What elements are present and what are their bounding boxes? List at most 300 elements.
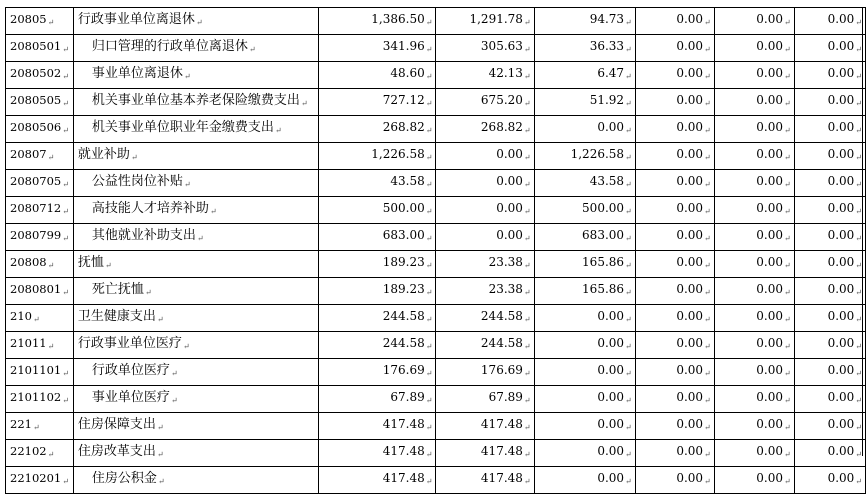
amount-cell bbox=[318, 251, 436, 278]
item-name-cell bbox=[73, 116, 318, 143]
amount-cell bbox=[436, 386, 534, 413]
amount-cell-text: 0.00 bbox=[827, 12, 855, 26]
amount-cell bbox=[794, 359, 865, 386]
amount-cell-text: 0.00 bbox=[827, 228, 855, 242]
code-cell bbox=[6, 386, 74, 413]
amount-cell-text: 0.00 bbox=[827, 93, 855, 107]
amount-cell-text: 0.00 bbox=[827, 174, 855, 188]
table-row bbox=[6, 305, 866, 332]
item-name-cell-text: 机关事业单位职业年金缴费支出 bbox=[91, 120, 274, 135]
item-name-cell-text: 行政事业单位离退休 bbox=[77, 12, 195, 27]
amount-cell-text: 1,226.58 bbox=[570, 147, 625, 161]
table-row bbox=[6, 440, 866, 467]
cell-end-marker: ↵ bbox=[625, 261, 632, 270]
cell-end-marker: ↵ bbox=[62, 369, 69, 378]
amount-cell bbox=[635, 305, 714, 332]
amount-cell bbox=[318, 278, 436, 305]
cell-end-marker: ↵ bbox=[523, 288, 531, 297]
cell-end-marker: ↵ bbox=[855, 261, 862, 270]
item-name-cell-text: 就业补助 bbox=[77, 147, 130, 162]
amount-cell-text: 0.00 bbox=[676, 444, 704, 458]
amount-cell-text: 417.48 bbox=[480, 471, 523, 485]
cell-end-marker: ↵ bbox=[625, 126, 632, 135]
amount-cell bbox=[318, 170, 436, 197]
cell-end-marker: ↵ bbox=[425, 234, 433, 243]
amount-cell bbox=[794, 62, 865, 89]
item-name-cell-text: 其他就业补助支出 bbox=[91, 228, 196, 243]
cell-end-marker: ↵ bbox=[784, 126, 791, 135]
cell-end-marker: ↵ bbox=[855, 153, 862, 162]
item-name-cell bbox=[73, 278, 318, 305]
cell-end-marker: ↵ bbox=[425, 153, 433, 162]
item-name-cell-text: 卫生健康支出 bbox=[77, 309, 156, 324]
amount-cell bbox=[794, 332, 865, 359]
amount-cell-text: 0.00 bbox=[597, 471, 625, 485]
cell-end-marker: ↵ bbox=[62, 477, 69, 486]
amount-cell bbox=[794, 413, 865, 440]
amount-cell bbox=[534, 143, 635, 170]
amount-cell-text: 244.58 bbox=[382, 336, 425, 350]
cell-end-marker: ↵ bbox=[784, 342, 791, 351]
cell-end-marker: ↵ bbox=[704, 72, 711, 81]
amount-cell bbox=[318, 197, 436, 224]
cell-end-marker: ↵ bbox=[704, 153, 711, 162]
cell-end-marker: ↵ bbox=[523, 72, 531, 81]
amount-cell bbox=[534, 278, 635, 305]
amount-cell-text: 0.00 bbox=[676, 39, 704, 53]
amount-cell bbox=[534, 332, 635, 359]
amount-cell-text: 417.48 bbox=[480, 444, 523, 458]
amount-cell-text: 0.00 bbox=[827, 39, 855, 53]
cell-end-marker: ↵ bbox=[855, 315, 862, 324]
cell-end-marker: ↵ bbox=[625, 234, 632, 243]
amount-cell-text: 0.00 bbox=[597, 309, 625, 323]
amount-cell-text: 0.00 bbox=[827, 336, 855, 350]
table-row bbox=[6, 251, 866, 278]
amount-cell bbox=[714, 305, 794, 332]
cell-end-marker: ↵ bbox=[104, 261, 112, 270]
amount-cell bbox=[794, 143, 865, 170]
cell-end-marker: ↵ bbox=[523, 45, 531, 54]
cell-end-marker: ↵ bbox=[704, 477, 711, 486]
cell-end-marker: ↵ bbox=[855, 423, 862, 432]
amount-cell-text: 67.89 bbox=[488, 390, 523, 404]
item-name-cell bbox=[73, 8, 318, 35]
cell-end-marker: ↵ bbox=[425, 423, 433, 432]
amount-cell-text: 0.00 bbox=[676, 255, 704, 269]
item-name-cell bbox=[73, 413, 318, 440]
item-name-cell bbox=[73, 89, 318, 116]
cell-end-marker: ↵ bbox=[248, 45, 256, 54]
cell-end-marker: ↵ bbox=[625, 369, 632, 378]
cell-end-marker: ↵ bbox=[32, 315, 40, 324]
item-name-cell bbox=[73, 332, 318, 359]
cell-end-marker: ↵ bbox=[156, 450, 164, 459]
amount-cell-text: 244.58 bbox=[480, 336, 523, 350]
amount-cell-text: 0.00 bbox=[756, 93, 784, 107]
amount-cell-text: 0.00 bbox=[676, 147, 704, 161]
cell-end-marker: ↵ bbox=[47, 450, 55, 459]
cell-end-marker: ↵ bbox=[62, 234, 69, 243]
cell-end-marker: ↵ bbox=[62, 126, 69, 135]
cell-end-marker: ↵ bbox=[425, 126, 433, 135]
cell-end-marker: ↵ bbox=[704, 234, 711, 243]
amount-cell-text: 0.00 bbox=[827, 120, 855, 134]
amount-cell-text: 0.00 bbox=[676, 201, 704, 215]
code-cell bbox=[6, 251, 74, 278]
amount-cell-text: 51.92 bbox=[589, 93, 625, 107]
cell-end-marker: ↵ bbox=[425, 477, 433, 486]
amount-cell-text: 0.00 bbox=[597, 390, 625, 404]
amount-cell bbox=[794, 35, 865, 62]
code-cell bbox=[6, 116, 74, 143]
amount-cell bbox=[714, 170, 794, 197]
code-cell-text: 221 bbox=[10, 417, 32, 431]
code-cell-text: 2101102 bbox=[10, 390, 62, 404]
amount-cell bbox=[318, 413, 436, 440]
cell-end-marker: ↵ bbox=[157, 477, 165, 486]
cell-end-marker: ↵ bbox=[855, 288, 862, 297]
code-cell-text: 22102 bbox=[10, 444, 47, 458]
cell-end-marker: ↵ bbox=[425, 45, 433, 54]
amount-cell-text: 0.00 bbox=[676, 390, 704, 404]
code-cell-text: 2080705 bbox=[10, 174, 62, 188]
amount-cell-text: 0.00 bbox=[756, 12, 784, 26]
amount-cell bbox=[534, 197, 635, 224]
cell-end-marker: ↵ bbox=[47, 153, 55, 162]
amount-cell-text: 0.00 bbox=[756, 201, 784, 215]
amount-cell-text: 500.00 bbox=[382, 201, 425, 215]
cell-end-marker: ↵ bbox=[183, 180, 191, 189]
code-cell bbox=[6, 332, 74, 359]
item-name-cell-text: 死亡抚恤 bbox=[91, 282, 144, 297]
amount-cell bbox=[714, 197, 794, 224]
cell-end-marker: ↵ bbox=[855, 234, 862, 243]
cell-end-marker: ↵ bbox=[784, 477, 791, 486]
cell-end-marker: ↵ bbox=[704, 207, 711, 216]
amount-cell-text: 0.00 bbox=[676, 417, 704, 431]
cell-end-marker: ↵ bbox=[625, 207, 632, 216]
amount-cell-text: 0.00 bbox=[756, 228, 784, 242]
amount-cell-text: 0.00 bbox=[676, 471, 704, 485]
amount-cell bbox=[436, 224, 534, 251]
amount-cell bbox=[534, 467, 635, 494]
amount-cell-text: 244.58 bbox=[382, 309, 425, 323]
cell-end-marker: ↵ bbox=[62, 99, 69, 108]
item-name-cell bbox=[73, 305, 318, 332]
amount-cell bbox=[318, 440, 436, 467]
cell-end-marker: ↵ bbox=[855, 126, 862, 135]
cell-end-marker: ↵ bbox=[704, 180, 711, 189]
amount-cell bbox=[534, 8, 635, 35]
cell-end-marker: ↵ bbox=[784, 369, 791, 378]
amount-cell bbox=[534, 251, 635, 278]
cell-end-marker: ↵ bbox=[784, 315, 791, 324]
amount-cell bbox=[534, 224, 635, 251]
item-name-cell-text: 高技能人才培养补助 bbox=[91, 201, 209, 216]
code-cell bbox=[6, 359, 74, 386]
table-row bbox=[6, 224, 866, 251]
code-cell-text: 210 bbox=[10, 309, 32, 323]
amount-cell-text: 43.58 bbox=[390, 174, 425, 188]
cell-end-marker: ↵ bbox=[425, 450, 433, 459]
cell-end-marker: ↵ bbox=[784, 153, 791, 162]
amount-cell-text: 500.00 bbox=[582, 201, 625, 215]
amount-cell bbox=[714, 116, 794, 143]
cell-end-marker: ↵ bbox=[523, 18, 531, 27]
cell-end-marker: ↵ bbox=[62, 396, 69, 405]
cell-end-marker: ↵ bbox=[625, 450, 632, 459]
item-name-cell bbox=[73, 62, 318, 89]
cell-end-marker: ↵ bbox=[523, 234, 531, 243]
cell-end-marker: ↵ bbox=[784, 99, 791, 108]
amount-cell-text: 0.00 bbox=[676, 174, 704, 188]
table-row bbox=[6, 413, 866, 440]
amount-cell-text: 6.47 bbox=[597, 66, 625, 80]
code-cell-text: 2101101 bbox=[10, 363, 62, 377]
amount-cell-text: 0.00 bbox=[756, 39, 784, 53]
cell-end-marker: ↵ bbox=[625, 423, 632, 432]
amount-cell bbox=[318, 8, 436, 35]
cell-end-marker: ↵ bbox=[784, 18, 791, 27]
code-cell-text: 2080505 bbox=[10, 93, 62, 107]
cell-end-marker: ↵ bbox=[855, 396, 862, 405]
budget-table bbox=[5, 7, 866, 494]
amount-cell bbox=[534, 386, 635, 413]
amount-cell-text: 23.38 bbox=[488, 282, 523, 296]
code-cell bbox=[6, 170, 74, 197]
amount-cell-text: 0.00 bbox=[756, 120, 784, 134]
table-row bbox=[6, 170, 866, 197]
item-name-cell bbox=[73, 35, 318, 62]
cell-end-marker: ↵ bbox=[855, 45, 862, 54]
amount-cell bbox=[436, 413, 534, 440]
amount-cell bbox=[436, 440, 534, 467]
amount-cell-text: 0.00 bbox=[597, 417, 625, 431]
cell-end-marker: ↵ bbox=[855, 180, 862, 189]
cell-end-marker: ↵ bbox=[523, 99, 531, 108]
amount-cell-text: 0.00 bbox=[676, 228, 704, 242]
item-name-cell-text: 机关事业单位基本养老保险缴费支出 bbox=[91, 93, 300, 108]
table-row bbox=[6, 332, 866, 359]
amount-cell bbox=[714, 386, 794, 413]
cell-end-marker: ↵ bbox=[704, 288, 711, 297]
amount-cell bbox=[714, 278, 794, 305]
amount-cell bbox=[635, 251, 714, 278]
amount-cell bbox=[534, 359, 635, 386]
amount-cell bbox=[794, 440, 865, 467]
cell-end-marker: ↵ bbox=[425, 99, 433, 108]
amount-cell-text: 94.73 bbox=[589, 12, 625, 26]
amount-cell-text: 0.00 bbox=[597, 363, 625, 377]
amount-cell bbox=[436, 35, 534, 62]
cell-end-marker: ↵ bbox=[425, 180, 433, 189]
amount-cell-text: 0.00 bbox=[756, 336, 784, 350]
amount-cell-text: 0.00 bbox=[756, 147, 784, 161]
cell-end-marker: ↵ bbox=[523, 126, 531, 135]
amount-cell bbox=[714, 224, 794, 251]
amount-cell-text: 0.00 bbox=[756, 444, 784, 458]
cell-end-marker: ↵ bbox=[855, 477, 862, 486]
amount-cell bbox=[635, 197, 714, 224]
amount-cell bbox=[635, 224, 714, 251]
amount-cell bbox=[318, 143, 436, 170]
amount-cell bbox=[534, 440, 635, 467]
cell-end-marker: ↵ bbox=[625, 153, 632, 162]
cell-end-marker: ↵ bbox=[704, 396, 711, 405]
amount-cell-text: 165.86 bbox=[582, 255, 625, 269]
amount-cell-text: 1,386.50 bbox=[371, 12, 425, 26]
amount-cell bbox=[635, 278, 714, 305]
cell-end-marker: ↵ bbox=[704, 18, 711, 27]
cell-end-marker: ↵ bbox=[704, 261, 711, 270]
cell-end-marker: ↵ bbox=[625, 99, 632, 108]
code-cell bbox=[6, 62, 74, 89]
table-body bbox=[6, 8, 866, 494]
item-name-cell bbox=[73, 359, 318, 386]
cell-end-marker: ↵ bbox=[784, 234, 791, 243]
amount-cell bbox=[318, 332, 436, 359]
cell-end-marker: ↵ bbox=[62, 72, 69, 81]
item-name-cell bbox=[73, 170, 318, 197]
amount-cell bbox=[318, 467, 436, 494]
cell-end-marker: ↵ bbox=[784, 288, 791, 297]
amount-cell bbox=[534, 35, 635, 62]
amount-cell-text: 675.20 bbox=[480, 93, 523, 107]
table-row bbox=[6, 197, 866, 224]
amount-cell bbox=[318, 35, 436, 62]
cell-end-marker: ↵ bbox=[523, 396, 531, 405]
amount-cell bbox=[436, 251, 534, 278]
cell-end-marker: ↵ bbox=[425, 261, 433, 270]
table-row bbox=[6, 143, 866, 170]
item-name-cell-text: 归口管理的行政单位离退休 bbox=[91, 39, 248, 54]
amount-cell-text: 0.00 bbox=[756, 255, 784, 269]
cell-end-marker: ↵ bbox=[62, 45, 69, 54]
amount-cell-text: 0.00 bbox=[756, 471, 784, 485]
amount-cell bbox=[436, 467, 534, 494]
amount-cell bbox=[436, 8, 534, 35]
item-name-cell bbox=[73, 224, 318, 251]
amount-cell-text: 0.00 bbox=[827, 444, 855, 458]
amount-cell-text: 0.00 bbox=[496, 201, 523, 215]
amount-cell bbox=[714, 413, 794, 440]
amount-cell bbox=[635, 359, 714, 386]
amount-cell bbox=[436, 197, 534, 224]
amount-cell-text: 67.89 bbox=[390, 390, 425, 404]
amount-cell-text: 0.00 bbox=[676, 12, 704, 26]
code-cell-text: 20807 bbox=[10, 147, 47, 161]
cell-end-marker: ↵ bbox=[855, 342, 862, 351]
amount-cell bbox=[436, 89, 534, 116]
item-name-cell-text: 事业单位离退休 bbox=[91, 66, 183, 81]
table-row bbox=[6, 116, 866, 143]
code-cell bbox=[6, 89, 74, 116]
cell-end-marker: ↵ bbox=[625, 396, 632, 405]
cell-end-marker: ↵ bbox=[855, 207, 862, 216]
cell-end-marker: ↵ bbox=[523, 423, 531, 432]
item-name-cell bbox=[73, 143, 318, 170]
cell-end-marker: ↵ bbox=[625, 477, 632, 486]
cell-end-marker: ↵ bbox=[209, 207, 217, 216]
code-cell-text: 21011 bbox=[10, 336, 47, 350]
amount-cell bbox=[318, 116, 436, 143]
cell-end-marker: ↵ bbox=[704, 369, 711, 378]
amount-cell bbox=[534, 305, 635, 332]
amount-cell bbox=[534, 413, 635, 440]
cell-end-marker: ↵ bbox=[523, 180, 531, 189]
amount-cell-text: 683.00 bbox=[582, 228, 625, 242]
cell-end-marker: ↵ bbox=[784, 72, 791, 81]
code-cell-text: 2080801 bbox=[10, 282, 62, 296]
item-name-cell bbox=[73, 440, 318, 467]
cell-end-marker: ↵ bbox=[784, 207, 791, 216]
amount-cell-text: 0.00 bbox=[756, 363, 784, 377]
cell-end-marker: ↵ bbox=[144, 288, 152, 297]
amount-cell-text: 0.00 bbox=[676, 363, 704, 377]
amount-cell bbox=[714, 359, 794, 386]
amount-cell-text: 417.48 bbox=[382, 471, 425, 485]
amount-cell-text: 0.00 bbox=[676, 66, 704, 80]
amount-cell bbox=[714, 143, 794, 170]
amount-cell-text: 1,291.78 bbox=[469, 12, 523, 26]
cell-end-marker: ↵ bbox=[62, 180, 69, 189]
amount-cell bbox=[794, 8, 865, 35]
cell-end-marker: ↵ bbox=[47, 342, 55, 351]
amount-cell-text: 189.23 bbox=[382, 282, 425, 296]
code-cell bbox=[6, 440, 74, 467]
amount-cell bbox=[635, 62, 714, 89]
amount-cell bbox=[794, 467, 865, 494]
item-name-cell bbox=[73, 467, 318, 494]
cell-end-marker: ↵ bbox=[156, 423, 164, 432]
amount-cell bbox=[714, 440, 794, 467]
amount-cell bbox=[794, 224, 865, 251]
cell-end-marker: ↵ bbox=[784, 45, 791, 54]
amount-cell-text: 0.00 bbox=[827, 390, 855, 404]
amount-cell bbox=[318, 224, 436, 251]
amount-cell bbox=[794, 305, 865, 332]
amount-cell-text: 43.58 bbox=[589, 174, 625, 188]
cell-end-marker: ↵ bbox=[855, 72, 862, 81]
amount-cell-text: 176.69 bbox=[382, 363, 425, 377]
cell-end-marker: ↵ bbox=[704, 342, 711, 351]
table-row bbox=[6, 62, 866, 89]
cell-end-marker: ↵ bbox=[855, 369, 862, 378]
code-cell bbox=[6, 413, 74, 440]
item-name-cell bbox=[73, 197, 318, 224]
amount-cell bbox=[635, 89, 714, 116]
cell-end-marker: ↵ bbox=[425, 72, 433, 81]
amount-cell-text: 0.00 bbox=[496, 228, 523, 242]
amount-cell-text: 244.58 bbox=[480, 309, 523, 323]
cell-end-marker: ↵ bbox=[170, 396, 178, 405]
amount-cell bbox=[794, 116, 865, 143]
amount-cell bbox=[635, 413, 714, 440]
table-right-edge bbox=[862, 7, 866, 456]
amount-cell bbox=[534, 62, 635, 89]
cell-end-marker: ↵ bbox=[704, 315, 711, 324]
item-name-cell bbox=[73, 251, 318, 278]
code-cell-text: 2210201 bbox=[10, 471, 62, 485]
table-row bbox=[6, 386, 866, 413]
amount-cell bbox=[794, 278, 865, 305]
cell-end-marker: ↵ bbox=[704, 126, 711, 135]
cell-end-marker: ↵ bbox=[704, 423, 711, 432]
amount-cell bbox=[714, 35, 794, 62]
amount-cell bbox=[635, 116, 714, 143]
amount-cell-text: 0.00 bbox=[827, 66, 855, 80]
